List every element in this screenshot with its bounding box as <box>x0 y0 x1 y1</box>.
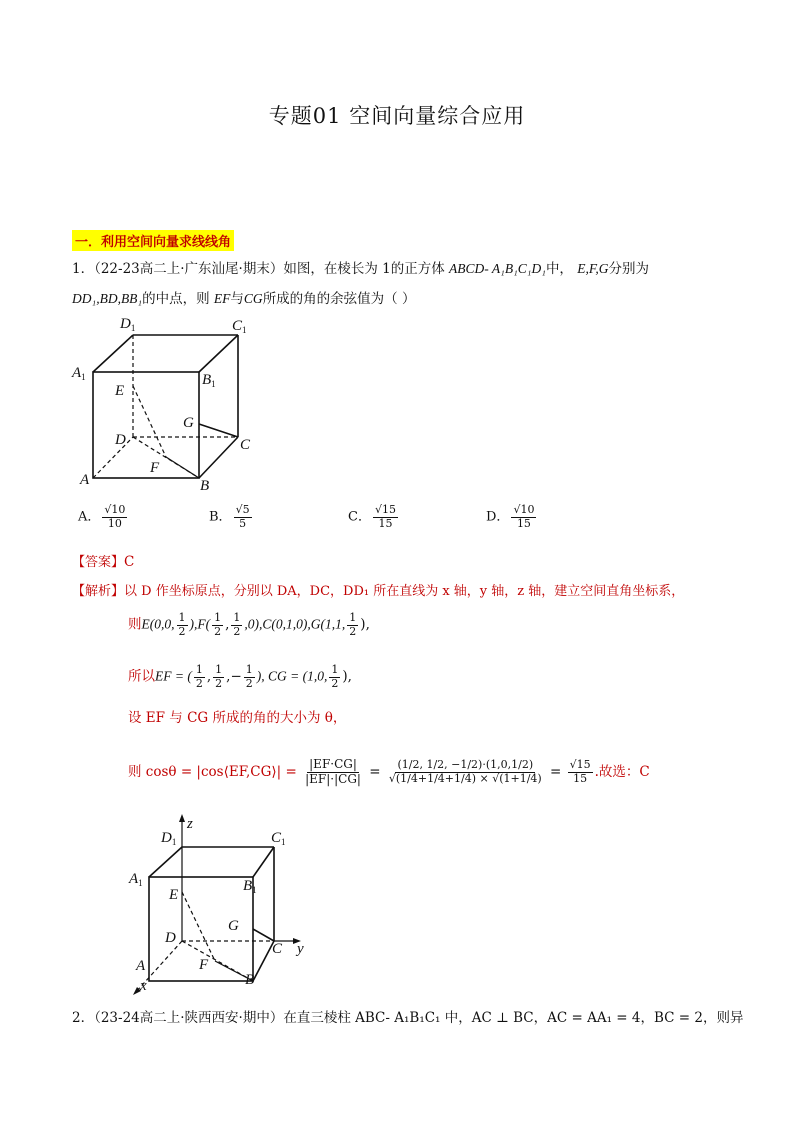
label2-A: A <box>136 958 146 974</box>
label-D1: $D_1$ <box>120 316 136 333</box>
label2-z: z <box>187 816 193 832</box>
analysis-tag: 【解析】 <box>72 584 125 599</box>
vec-prefix: 所以 <box>128 668 155 685</box>
q1-number: 1． <box>72 261 95 277</box>
q1-mid: 中， <box>545 261 573 277</box>
vector-line: 所以EF = ( $\frac{1}{2}$ , $\frac{1}{2}$ ,− $\frac{1}{2}$ ), CG = (1,0, $\frac{1}{2}$ ), <box>128 663 352 690</box>
half-2: $\frac{1}{2}$ <box>214 611 222 638</box>
q1-points: E,F,G <box>577 261 609 276</box>
answer-line <box>72 551 134 570</box>
label-C: C <box>240 437 251 453</box>
option-b-value: $\frac{√5}{5}$ <box>235 503 250 530</box>
q1-ef: EF <box>213 291 231 306</box>
theta-line: 设 EF 与 CG 所成的角的大小为 θ， <box>128 710 347 726</box>
q1-tail: 分别为 <box>608 261 649 277</box>
cos-line: 则 cosθ = |cos⟨EF,CG⟩| = $\frac{|EF\cdot CG|}{|EF|\cdot|CG|}$ = $\frac{(1/2, 1/2, -1/2)\cdot(1,0,1/2)}{√(1/4+1/4+1/4) \times √(1+1/4)}$ = $\frac{√15}{15}$ .故选：C <box>128 757 650 786</box>
option-c-value: $\frac{√15}{15}$ <box>374 503 396 530</box>
q2-number: 2． <box>72 1010 95 1026</box>
label-D: D <box>115 432 126 448</box>
answer-value: C <box>124 554 135 570</box>
vec-half-4: $\frac{1}{2}$ <box>331 663 339 690</box>
label-C1: $C_1$ <box>232 318 247 335</box>
label2-B: B <box>245 972 255 988</box>
label-F: F <box>150 460 160 476</box>
cos-prefix: 则 cosθ = |cos⟨EF,CG⟩| = <box>128 763 297 780</box>
cos-suffix: .故选：C <box>594 763 650 780</box>
answer-tag: 【答案】 <box>72 555 125 570</box>
q1-line1 <box>72 257 649 277</box>
label2-E: E <box>169 887 179 903</box>
vec-half-3: $\frac{1}{2}$ <box>245 663 253 690</box>
half-3: $\frac{1}{2}$ <box>233 611 241 638</box>
label2-D1: $D_1$ <box>161 830 177 847</box>
cos-fraction-1: $\frac{|EF\cdot CG|}{|EF|\cdot|CG|}$ <box>305 757 361 786</box>
option-d[interactable] <box>486 504 538 530</box>
coords-line: 则E(0,0, $\frac{1}{2}$ ),F( $\frac{1}{2}$ , $\frac{1}{2}$ ,0),C(0,1,0),G(1,1, $\frac{1}{2}$ ), <box>128 611 370 638</box>
option-b-label: B． <box>209 509 232 525</box>
label2-B1: $B_1$ <box>243 878 257 895</box>
option-a-label: A． <box>78 509 101 525</box>
option-a[interactable] <box>78 504 129 530</box>
half-1: $\frac{1}{2}$ <box>178 611 186 638</box>
option-b[interactable] <box>209 504 254 530</box>
label2-C1: $C_1$ <box>271 830 286 847</box>
q1-cg: CG <box>243 291 263 306</box>
q2-text: （23-24高二上·陕西西安·期中）在直三棱柱 ABC- A₁B₁C₁ 中，AC ⊥ BC，AC = AA₁ = 4，BC = 2，则异 <box>94 1010 744 1026</box>
label2-y: y <box>297 941 304 957</box>
vec-half-1: $\frac{1}{2}$ <box>195 663 203 690</box>
cos-fraction-2: $\frac{(1/2, 1/2, -1/2)\cdot(1,0,1/2)}{√(1/4+1/4+1/4) \times √(1+1/4)}$ <box>388 758 542 785</box>
coords-f2: ,0),C(0,1,0),G(1,1, <box>244 616 346 632</box>
coords-prefix: 则 <box>128 616 142 633</box>
label-A: A <box>80 472 90 488</box>
label2-G: G <box>228 918 239 934</box>
label-G: G <box>183 415 194 431</box>
q1-with: 与 <box>230 291 244 307</box>
q1-line2-b: 的中点，则 <box>142 291 210 307</box>
q1-cube: ABCD- A₁B₁C₁D₁ <box>449 261 546 276</box>
option-c-label: C． <box>348 509 371 525</box>
q2-line <box>72 1006 743 1026</box>
section-heading: 一．利用空间向量求线线角 <box>72 230 234 251</box>
analysis-line1 <box>72 580 684 599</box>
q1-line2 <box>72 287 415 307</box>
option-a-value: $\frac{√10}{10}$ <box>104 503 126 530</box>
vec-cg: ), CG = (1,0, <box>256 668 328 684</box>
label-E: E <box>115 383 125 399</box>
label2-x: x <box>140 978 147 994</box>
q1-line2-c: 所成的角的余弦值为（ ） <box>262 291 416 307</box>
vec-end: ), <box>342 668 352 685</box>
coords-f: ),F( <box>189 616 211 632</box>
cube-figure-1 <box>70 312 270 497</box>
vec-ef: EF = ( <box>155 668 192 684</box>
coords-end: ), <box>360 616 370 633</box>
option-d-label: D． <box>486 509 510 525</box>
label2-F: F <box>199 957 209 973</box>
vec-ef-val: ,− <box>226 668 242 685</box>
coords-e: E(0,0, <box>141 616 175 632</box>
option-d-value: $\frac{√10}{15}$ <box>513 503 535 530</box>
option-c[interactable] <box>348 504 400 530</box>
vec-half-2: $\frac{1}{2}$ <box>215 663 223 690</box>
label2-D: D <box>165 930 176 946</box>
label2-C: C <box>272 941 283 957</box>
page-title: 专题01 空间向量综合应用 <box>268 104 526 128</box>
q1-source: （22-23高二上·广东汕尾·期末）如图，在棱长为 1的正方体 <box>94 261 445 277</box>
cube-figure-2 <box>125 812 325 997</box>
label2-A1: $A_1$ <box>129 871 143 888</box>
half-4: $\frac{1}{2}$ <box>349 611 357 638</box>
label-B1: $B_1$ <box>202 372 216 389</box>
label-B: B <box>200 478 210 494</box>
cos-result: $\frac{√15}{15}$ <box>569 758 591 785</box>
analysis-text: 以 D 作坐标原点，分别以 DA，DC，DD₁ 所在直线为 x 轴，y 轴，z 轴，建立空间直角坐标系， <box>124 584 685 599</box>
label-A1: $A_1$ <box>72 365 86 382</box>
q1-line2-a: DD₁,BD,BB₁ <box>72 291 143 306</box>
